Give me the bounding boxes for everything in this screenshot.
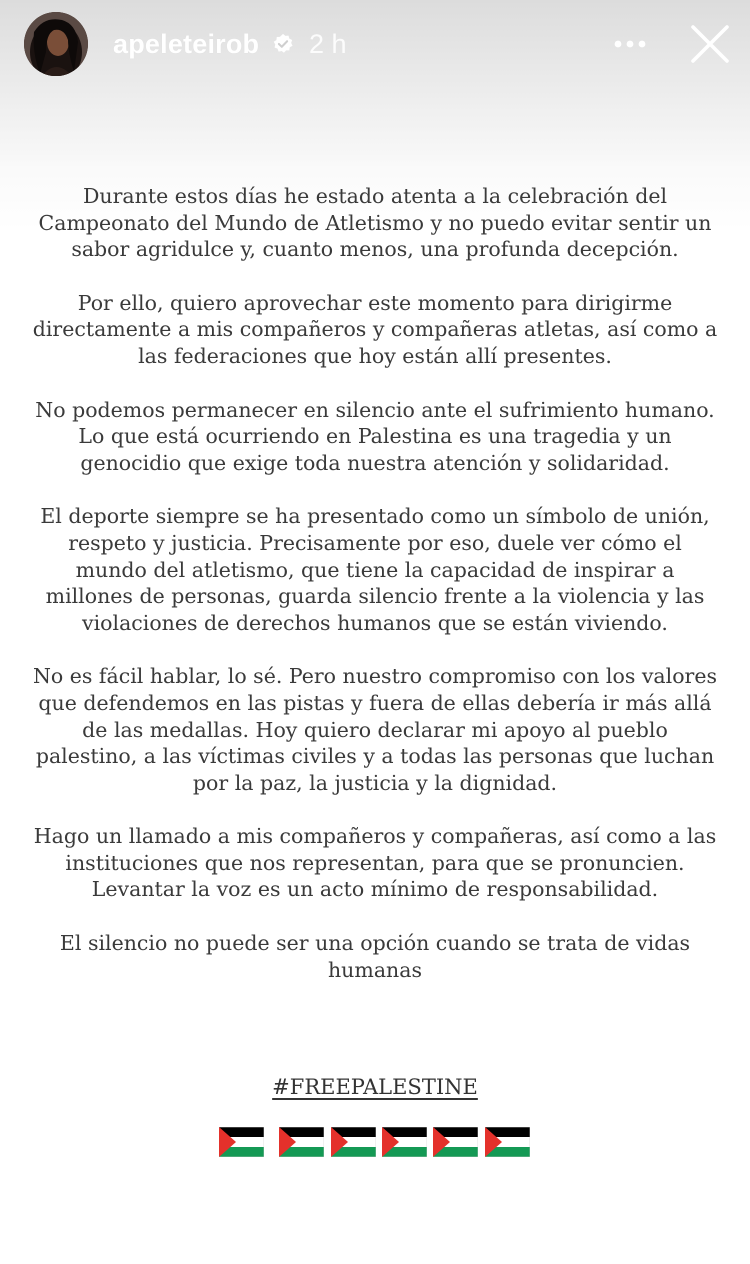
more-horizontal-icon[interactable]: [610, 30, 650, 58]
paragraph: El deporte siempre se ha presentado como un símbolo de unión, respeto y justicia. Precisamente por eso, duele ver cómo el mundo del atletismo, que tiene la capacidad de inspirar a millones de personas, guarda silencio frente a la violencia y las violaciones de derechos humanos que se están viviendo.: [40, 504, 710, 635]
story-timestamp: 2 h: [309, 29, 347, 59]
palestine-flag-icon: [331, 1127, 376, 1157]
paragraph: Durante estos días he estado atenta a la celebración del Campeonato del Mundo de Atletismo y no puedo evitar sentir un sabor agridulce y, cuanto menos, una profunda decepción.: [38, 184, 712, 262]
palestine-flag-icon: [219, 1127, 264, 1157]
verified-badge-icon: [272, 33, 294, 55]
flag-row: [0, 1127, 750, 1159]
palestine-flag-icon: [433, 1127, 478, 1157]
paragraph: No podemos permanecer en silencio ante el sufrimiento humano. Lo que está ocurriendo en Palestina es una tragedia y un genocidio que exige toda nuestra atención y solidaridad.: [35, 397, 715, 475]
story-header: [0, 0, 750, 90]
close-icon[interactable]: [688, 22, 732, 66]
avatar-photo-icon: [24, 12, 88, 76]
paragraph: Por ello, quiero aprovechar este momento para dirigirme directamente a mis compañeros y compañeras atletas, así como a las federaciones que hoy están allí presentes.: [32, 290, 718, 368]
paragraph: No es fácil hablar, lo sé. Pero nuestro compromiso con los valores que defendemos en las pistas y fuera de ellas debería ir más allá de las medallas. Hoy quiero declarar mi apoyo al pueblo palestino, a las víctimas civiles y a todas las personas que luchan por la paz, la justicia y la dignidad.: [32, 664, 718, 795]
hashtag[interactable]: #FREEPALESTINE: [272, 1075, 478, 1099]
paragraph: El silencio no puede ser una opción cuando se trata de vidas humanas: [59, 931, 691, 982]
palestine-flag-icon: [382, 1127, 427, 1157]
palestine-flag-icon: [279, 1127, 324, 1157]
paragraph: Hago un llamado a mis compañeros y compañeras, así como a las instituciones que nos representan, para que se pronuncien. Levantar la voz es un acto mínimo de responsabilidad.: [33, 824, 717, 902]
palestine-flag-icon: [485, 1127, 530, 1157]
story-text: [30, 183, 720, 1010]
avatar[interactable]: [24, 12, 88, 76]
username[interactable]: apeleteirob: [113, 29, 260, 59]
